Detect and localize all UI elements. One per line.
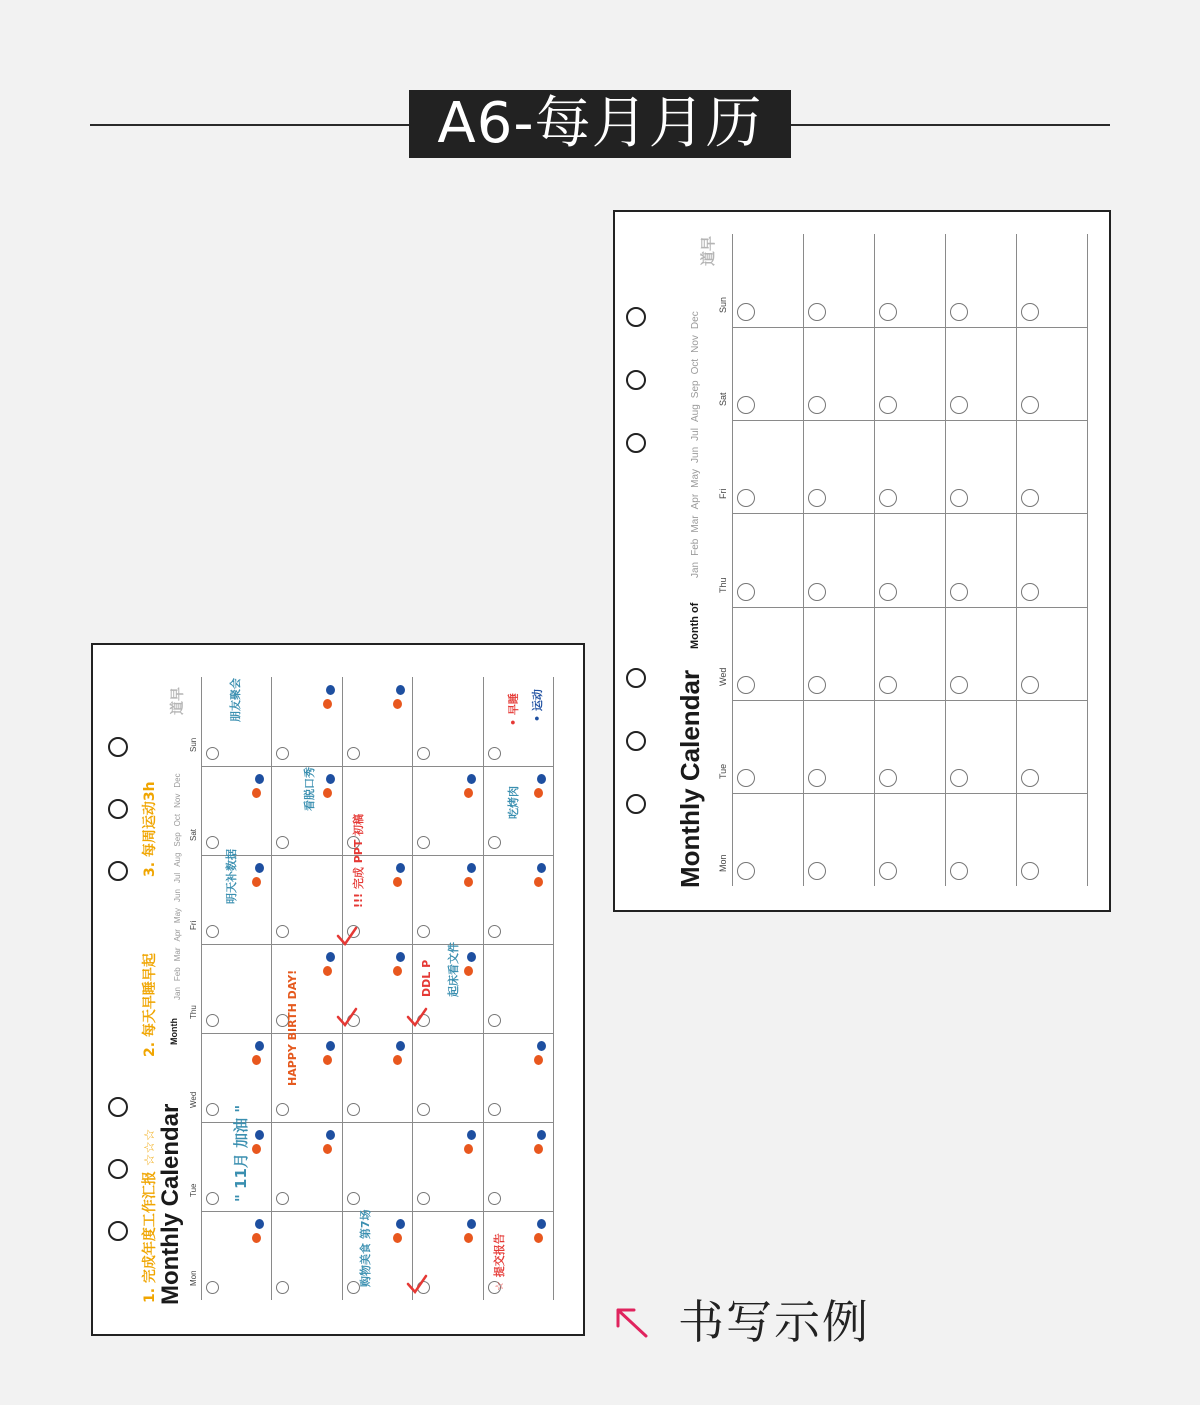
grid-line <box>803 234 804 886</box>
page-title: A6-每月月历 <box>409 90 791 158</box>
binder-hole <box>108 1221 128 1241</box>
sticker-dot <box>534 788 543 798</box>
sticker-dot <box>252 788 261 798</box>
handwritten-note: !!! 完成 PPT 初稿 <box>351 814 365 909</box>
example-calendar-sheet <box>91 643 585 1336</box>
date-circle[interactable] <box>808 303 826 321</box>
handwritten-note: 起床看文件 <box>446 942 460 998</box>
binder-hole <box>108 799 128 819</box>
sticker-dot <box>252 1144 261 1154</box>
date-circle[interactable] <box>276 836 289 849</box>
weekday-tue: Tue <box>189 1183 198 1197</box>
date-circle[interactable] <box>808 676 826 694</box>
checkmark-icon <box>336 1007 358 1027</box>
checkmark-icon <box>336 926 358 946</box>
sticker-dot <box>396 1219 405 1229</box>
goal-2: 2. 每天早睡早起 <box>142 953 158 1057</box>
grid-line <box>201 766 553 767</box>
date-circle[interactable] <box>206 1281 219 1294</box>
weekday-sun: Sun <box>189 737 198 752</box>
arrow-up-left-icon <box>612 1306 650 1340</box>
date-circle[interactable] <box>950 583 968 601</box>
grid-line <box>1016 234 1017 886</box>
date-circle[interactable] <box>276 1281 289 1294</box>
date-circle[interactable] <box>737 769 755 787</box>
date-circle[interactable] <box>488 1103 501 1116</box>
calendar-title: Monthly Calendar <box>675 669 705 888</box>
grid-line <box>732 234 733 886</box>
sticker-dot <box>464 788 473 798</box>
date-circle[interactable] <box>417 747 430 760</box>
month-jun: Jun <box>173 889 182 902</box>
date-circle[interactable] <box>488 1192 501 1205</box>
sticker-dot <box>323 966 332 976</box>
grid-line <box>201 1211 553 1212</box>
sticker-dot <box>464 966 473 976</box>
brand-logo: 道早 <box>170 687 186 715</box>
sticker-dot <box>252 877 261 887</box>
date-circle[interactable] <box>879 862 897 880</box>
checkmark-icon <box>406 1007 428 1027</box>
date-circle[interactable] <box>737 583 755 601</box>
date-circle[interactable] <box>950 862 968 880</box>
date-circle[interactable] <box>950 303 968 321</box>
binder-hole <box>626 307 646 327</box>
sticker-dot <box>396 685 405 695</box>
date-circle[interactable] <box>276 1103 289 1116</box>
date-circle[interactable] <box>1021 583 1039 601</box>
sticker-dot <box>326 774 335 784</box>
weekday-wed: Wed <box>189 1091 198 1108</box>
weekday-tue: Tue <box>718 763 728 779</box>
month-jul: Jul <box>173 872 182 884</box>
months-row <box>690 305 701 578</box>
grid-line <box>732 607 1087 608</box>
grid-line <box>412 677 413 1300</box>
date-circle[interactable] <box>1021 396 1039 414</box>
sticker-dot <box>467 1219 476 1229</box>
brand-logo: 道早 <box>699 235 717 266</box>
date-circle[interactable] <box>347 1192 360 1205</box>
months-row <box>173 767 182 1000</box>
month-sep: Sep <box>173 832 182 847</box>
sticker-dot <box>534 1055 543 1065</box>
date-circle[interactable] <box>488 836 501 849</box>
date-circle[interactable] <box>737 676 755 694</box>
month-jan: Jan <box>173 987 182 1000</box>
binder-hole <box>626 668 646 688</box>
date-circle[interactable] <box>737 303 755 321</box>
sticker-dot <box>326 952 335 962</box>
date-circle[interactable] <box>206 1014 219 1027</box>
date-circle[interactable] <box>206 747 219 760</box>
date-circle[interactable] <box>808 489 826 507</box>
weekday-sun: Sun <box>718 297 728 314</box>
handwritten-note: 明天补数据 <box>225 848 239 904</box>
sticker-dot <box>252 1233 261 1243</box>
date-circle[interactable] <box>879 396 897 414</box>
date-circle[interactable] <box>276 925 289 938</box>
grid-line <box>201 1033 553 1034</box>
sticker-dot <box>393 1055 402 1065</box>
calendar-title: Monthly Calendar <box>157 1103 184 1305</box>
handwritten-note: 看脱口秀 <box>302 766 316 811</box>
month-nov: Nov <box>690 335 701 353</box>
binder-hole <box>626 731 646 751</box>
month-may: May <box>690 468 701 488</box>
month-apr: Apr <box>690 493 701 510</box>
sticker-dot <box>534 1144 543 1154</box>
grid-line <box>732 513 1087 514</box>
date-circle[interactable] <box>276 1192 289 1205</box>
grid-line <box>201 855 553 856</box>
sticker-dot <box>537 1219 546 1229</box>
sticker-dot <box>537 1041 546 1051</box>
date-circle[interactable] <box>276 747 289 760</box>
handwritten-note: ☆ 提交报告 <box>492 1233 506 1292</box>
weekday-sat: Sat <box>718 392 728 407</box>
date-circle[interactable] <box>879 303 897 321</box>
handwritten-note: 购物美食 第7场 <box>358 1209 372 1287</box>
sticker-dot <box>255 863 264 873</box>
calendar-grid <box>189 677 553 1300</box>
month-feb: Feb <box>690 538 701 556</box>
grid-line <box>732 420 1087 421</box>
date-circle[interactable] <box>950 396 968 414</box>
sticker-dot <box>396 863 405 873</box>
binder-hole <box>108 1097 128 1117</box>
sticker-dot <box>393 966 402 976</box>
weekday-mon: Mon <box>189 1270 198 1286</box>
date-circle[interactable] <box>488 925 501 938</box>
sticker-dot <box>537 863 546 873</box>
month-nov: Nov <box>173 793 182 808</box>
handwritten-note: • 早睡 <box>506 693 520 726</box>
date-circle[interactable] <box>417 1103 430 1116</box>
header-line-right <box>790 124 1110 126</box>
sticker-dot <box>464 1233 473 1243</box>
date-circle[interactable] <box>879 583 897 601</box>
handwritten-note: • 运动 <box>531 688 545 722</box>
handwritten-note: " 11月 加油 " <box>232 1104 251 1203</box>
month-oct: Oct <box>690 358 701 375</box>
sticker-dot <box>464 1144 473 1154</box>
month-sep: Sep <box>690 380 701 399</box>
month-dec: Dec <box>173 773 182 788</box>
date-circle[interactable] <box>879 769 897 787</box>
month-mar: Mar <box>173 947 182 962</box>
sticker-dot <box>255 1219 264 1229</box>
grid-line <box>553 677 554 1300</box>
date-circle[interactable] <box>737 396 755 414</box>
sticker-dot <box>393 699 402 709</box>
grid-line <box>945 234 946 886</box>
date-circle[interactable] <box>950 489 968 507</box>
weekday-mon: Mon <box>718 854 728 872</box>
date-circle[interactable] <box>1021 303 1039 321</box>
month-of-label: Month of <box>689 602 701 649</box>
binder-hole <box>626 794 646 814</box>
grid-line <box>732 327 1087 328</box>
month-jan: Jan <box>690 561 701 578</box>
sticker-dot <box>537 1130 546 1140</box>
grid-line <box>732 700 1087 701</box>
date-circle[interactable] <box>206 836 219 849</box>
month-dec: Dec <box>690 311 701 330</box>
month-label: Month <box>169 1018 179 1045</box>
sticker-dot <box>323 788 332 798</box>
grid-line <box>483 677 484 1300</box>
date-circle[interactable] <box>1021 862 1039 880</box>
sticker-dot <box>396 1041 405 1051</box>
date-circle[interactable] <box>879 489 897 507</box>
grid-line <box>201 1122 553 1123</box>
sticker-dot <box>534 1233 543 1243</box>
sticker-dot <box>326 685 335 695</box>
weekday-thu: Thu <box>189 1005 198 1019</box>
date-circle[interactable] <box>206 1192 219 1205</box>
date-circle[interactable] <box>206 925 219 938</box>
header-line-left <box>90 124 410 126</box>
binder-hole <box>108 737 128 757</box>
weekday-fri: Fri <box>189 920 198 930</box>
grid-line <box>1087 234 1088 886</box>
sticker-dot <box>467 774 476 784</box>
month-aug: Aug <box>690 404 701 423</box>
handwritten-note: 朋友聚会 <box>228 677 242 722</box>
sticker-dot <box>255 1041 264 1051</box>
sticker-dot <box>255 1130 264 1140</box>
date-circle[interactable] <box>417 1192 430 1205</box>
date-circle[interactable] <box>737 862 755 880</box>
grid-line <box>342 677 343 1300</box>
sticker-dot <box>467 863 476 873</box>
grid-line <box>874 234 875 886</box>
date-circle[interactable] <box>417 925 430 938</box>
handwritten-note: 吃烤肉 <box>506 786 520 820</box>
grid-line <box>201 677 202 1300</box>
month-feb: Feb <box>173 967 182 982</box>
date-circle[interactable] <box>206 1103 219 1116</box>
date-circle[interactable] <box>737 489 755 507</box>
date-circle[interactable] <box>808 769 826 787</box>
sticker-dot <box>255 774 264 784</box>
grid-line <box>271 677 272 1300</box>
binder-hole <box>626 433 646 453</box>
sticker-dot <box>326 1130 335 1140</box>
month-jun: Jun <box>690 446 701 463</box>
goal-3: 3. 每周运动3h <box>142 781 158 877</box>
month-may: May <box>173 907 182 924</box>
date-circle[interactable] <box>488 747 501 760</box>
sticker-dot <box>467 1130 476 1140</box>
month-mar: Mar <box>690 515 701 533</box>
grid-line <box>201 944 553 945</box>
binder-hole <box>108 861 128 881</box>
sticker-dot <box>537 774 546 784</box>
sticker-dot <box>323 1144 332 1154</box>
handwritten-note: DDL P <box>420 960 434 998</box>
month-apr: Apr <box>173 929 182 942</box>
weekday-wed: Wed <box>718 667 728 686</box>
weekday-sat: Sat <box>189 828 198 841</box>
month-jul: Jul <box>690 428 701 441</box>
date-circle[interactable] <box>808 862 826 880</box>
month-aug: Aug <box>173 852 182 867</box>
example-caption: 书写示例 <box>678 1295 870 1349</box>
weekday-thu: Thu <box>718 577 728 593</box>
sticker-dot <box>467 952 476 962</box>
date-circle[interactable] <box>1021 676 1039 694</box>
weekday-fri: Fri <box>718 488 728 500</box>
sticker-dot <box>252 1055 261 1065</box>
date-circle[interactable] <box>879 676 897 694</box>
goal-1: 1. 完成年度工作汇报 ☆☆☆ <box>142 1128 158 1303</box>
sticker-dot <box>534 877 543 887</box>
date-circle[interactable] <box>808 583 826 601</box>
sticker-dot <box>393 1233 402 1243</box>
binder-hole <box>626 370 646 390</box>
sticker-dot <box>326 1041 335 1051</box>
checkmark-icon <box>406 1274 428 1294</box>
grid-line <box>732 793 1087 794</box>
date-circle[interactable] <box>1021 489 1039 507</box>
date-circle[interactable] <box>1021 769 1039 787</box>
date-circle[interactable] <box>417 836 430 849</box>
blank-calendar-sheet <box>613 210 1111 912</box>
sticker-dot <box>323 699 332 709</box>
date-circle[interactable] <box>347 1103 360 1116</box>
handwritten-note: HAPPY BIRTH DAY! <box>286 970 300 1087</box>
sticker-dot <box>464 877 473 887</box>
sticker-dot <box>396 952 405 962</box>
date-circle[interactable] <box>950 676 968 694</box>
date-circle[interactable] <box>808 396 826 414</box>
date-circle[interactable] <box>950 769 968 787</box>
date-circle[interactable] <box>347 747 360 760</box>
binder-hole <box>108 1159 128 1179</box>
date-circle[interactable] <box>488 1014 501 1027</box>
calendar-grid <box>718 234 1087 886</box>
sticker-dot <box>393 877 402 887</box>
sticker-dot <box>323 1055 332 1065</box>
month-oct: Oct <box>173 813 182 827</box>
